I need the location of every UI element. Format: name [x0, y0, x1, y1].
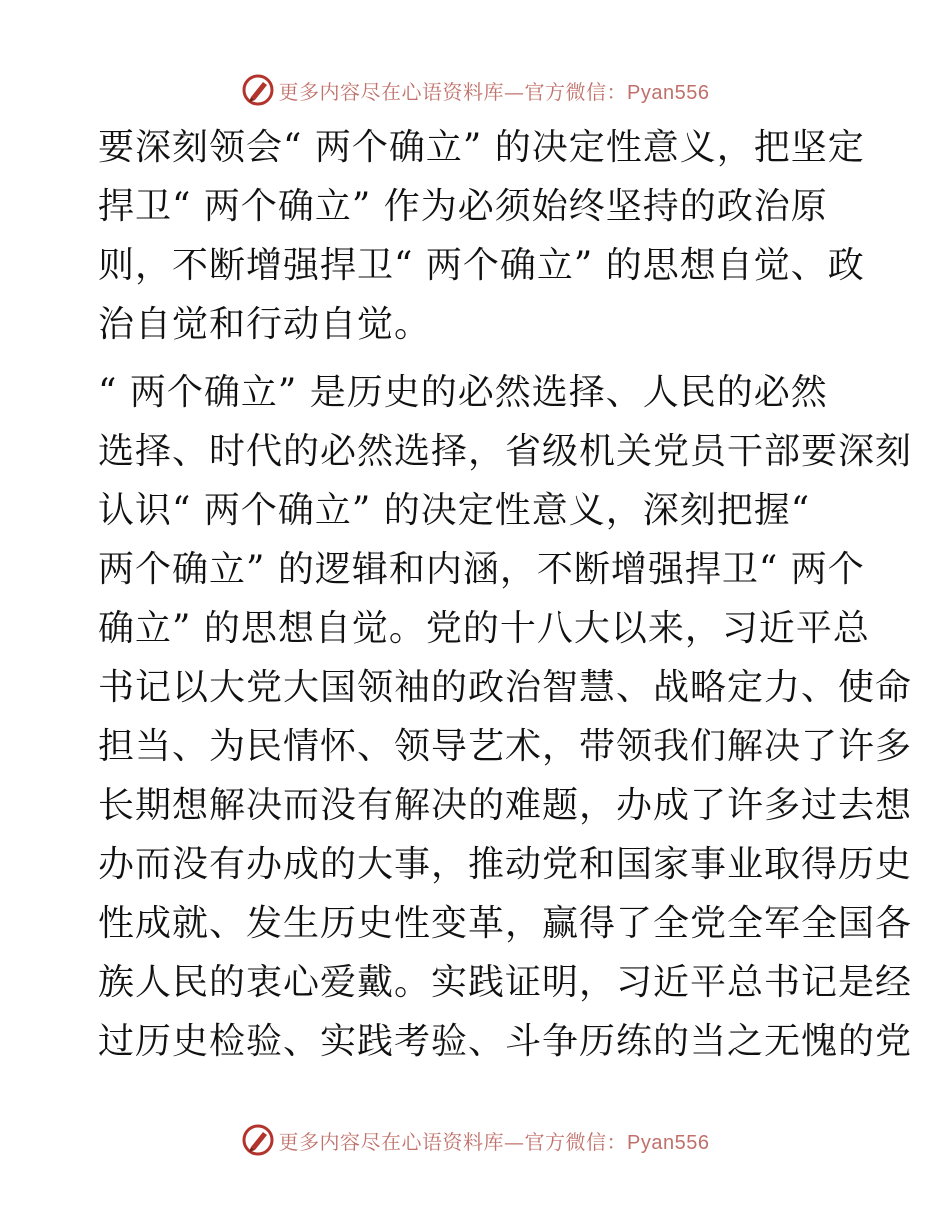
header-banner [0, 70, 950, 110]
text-line: 则，不断增强捍卫“ 两个确立” 的思想自觉、政 [98, 245, 865, 286]
document-body [98, 118, 913, 1080]
text-line: 族人民的衷心爱戴。实践证明，习近平总书记是经 [98, 962, 913, 1003]
text-line: “ 两个确立” 是历史的必然选择、人民的必然 [98, 372, 828, 413]
text-line: 两个确立” 的逻辑和内涵，不断增强捍卫“ 两个 [98, 549, 865, 590]
text-line: 长期想解决而没有解决的难题，办成了许多过去想 [98, 785, 913, 826]
text-line: 确立” 的思想自觉。党的十八大以来，习近平总 [98, 608, 870, 649]
paragraph-2 [98, 363, 913, 1071]
text-line: 治自觉和行动自觉。 [98, 304, 432, 345]
text-line: 性成就、发生历史性变革，赢得了全党全军全国各 [98, 903, 913, 944]
text-line: 认识“ 两个确立” 的决定性意义，深刻把握“ [98, 490, 811, 531]
text-line: 书记以大党大国领袖的政治智慧、战略定力、使命 [98, 667, 913, 708]
text-line: 要深刻领会“ 两个确立” 的决定性意义，把坚定 [98, 127, 865, 168]
footer-banner [0, 1120, 950, 1160]
footer-banner-text: 更多内容尽在心语资料库—官方微信：Pyan556 [278, 1129, 710, 1154]
pen-logo-icon [241, 73, 275, 107]
text-line: 选择、时代的必然选择，省级机关党员干部要深刻 [98, 431, 913, 472]
text-line: 担当、为民情怀、领导艺术，带领我们解决了许多 [98, 726, 913, 767]
paragraph-1 [98, 118, 865, 354]
header-banner-text: 更多内容尽在心语资料库—官方微信：Pyan556 [278, 79, 710, 104]
pen-logo-icon [241, 1123, 275, 1157]
text-line: 办而没有办成的大事，推动党和国家事业取得历史 [98, 844, 913, 885]
text-line: 过历史检验、实践考验、斗争历练的当之无愧的党 [98, 1021, 913, 1062]
text-line: 捍卫“ 两个确立” 作为必须始终坚持的政治原 [98, 186, 828, 227]
